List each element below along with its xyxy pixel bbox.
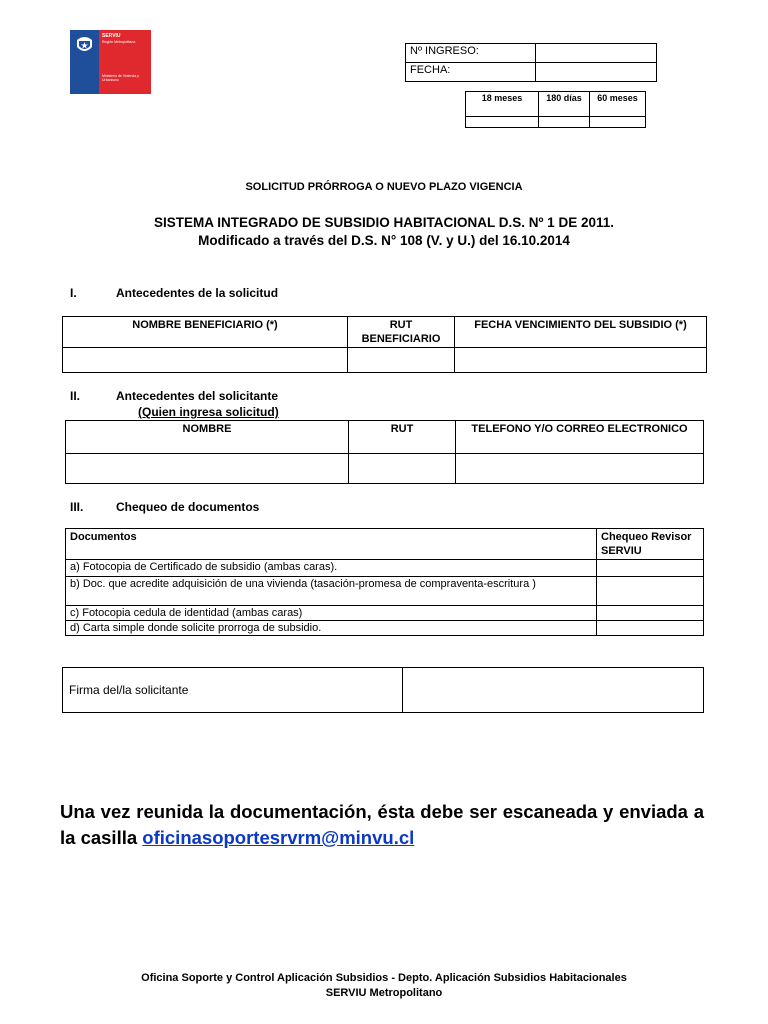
instruction-note [60, 799, 704, 851]
fecha-vencimiento-field[interactable] [455, 348, 707, 373]
serviu-logo [70, 30, 151, 94]
plazo-60-meses: 60 meses [590, 92, 646, 117]
footer-line1: Oficina Soporte y Control Aplicación Subsidios - Depto. Aplicación Subsidios Habitacionales [141, 972, 627, 984]
section3-title: Chequeo de documentos [116, 500, 260, 514]
fecha-label: FECHA: [406, 63, 536, 82]
chequeo-c[interactable] [597, 606, 704, 621]
nombre-beneficiario-field[interactable] [63, 348, 348, 373]
documento-row-a: a) Fotocopia de Certificado de subsidio (ambas caras). [66, 560, 597, 577]
col-documentos: Documentos [66, 529, 597, 560]
documentos-table [65, 528, 704, 636]
solicitud-title: SOLICITUD PRÓRROGA O NUEVO PLAZO VIGENCIA [245, 181, 523, 193]
rut-field[interactable] [349, 454, 456, 484]
ingreso-table [405, 43, 657, 82]
sistema-title: SISTEMA INTEGRADO DE SUBSIDIO HABITACIONAL D.S. Nº 1 DE 2011. [153, 215, 614, 230]
documento-row-d: d) Carta simple donde solicite prorroga de subsidio. [66, 621, 597, 636]
chequeo-d[interactable] [597, 621, 704, 636]
plazo-18-meses: 18 meses [466, 92, 539, 117]
firma-field[interactable] [403, 668, 704, 713]
section1-title: Antecedentes de la solicitud [116, 286, 279, 300]
documento-row-c: c) Fotocopia cedula de identidad (ambas caras) [66, 606, 597, 621]
logo-region: Región Metropolitana [102, 40, 136, 44]
plazo-180-dias: 180 días [539, 92, 590, 117]
footer-line2: SERVIU Metropolitano [325, 987, 443, 999]
section2-number: II. [70, 389, 81, 403]
modificado-title: Modificado a través del D.S. N° 108 (V. y U.) del 16.10.2014 [198, 233, 570, 248]
solicitante-table [65, 420, 704, 484]
ingreso-value[interactable] [536, 44, 657, 63]
logo-ministry: Ministerio de Vivienda y Urbanismo [102, 74, 139, 82]
note-text: Una vez reunida la documentación, ésta debe ser escaneada y enviada a la casilla [60, 801, 704, 848]
logo-brand: SERVIU [102, 33, 121, 39]
crest-icon [74, 34, 95, 56]
col-nombre: NOMBRE [66, 421, 349, 454]
firma-label: Firma del/la solicitante [63, 668, 403, 713]
col-fecha-vencimiento: FECHA VENCIMIENTO DEL SUBSIDIO (*) [455, 317, 707, 348]
chequeo-a[interactable] [597, 560, 704, 577]
rut-beneficiario-field[interactable] [348, 348, 455, 373]
ingreso-label: Nº INGRESO: [406, 44, 536, 63]
plazo-table [465, 91, 646, 128]
col-telefono-correo: TELEFONO Y/O CORREO ELECTRONICO [456, 421, 704, 454]
plazo-60-check[interactable] [590, 117, 646, 128]
section2-title: Antecedentes del solicitante [116, 389, 279, 403]
email-link[interactable]: oficinasoportesrvrm@minvu.cl [142, 827, 415, 848]
section2-subtitle: (Quien ingresa solicitud) [138, 405, 279, 419]
col-nombre-beneficiario: NOMBRE BENEFICIARIO (*) [63, 317, 348, 348]
documento-row-b: b) Doc. que acredite adquisición de una vivienda (tasación-promesa de compraventa-escritura ) [66, 577, 597, 606]
beneficiario-table [62, 316, 707, 373]
fecha-value[interactable] [536, 63, 657, 82]
firma-table [62, 667, 704, 713]
section3-number: III. [70, 500, 84, 514]
plazo-180-check[interactable] [539, 117, 590, 128]
col-rut-beneficiario: RUT BENEFICIARIO [348, 317, 455, 348]
section1-number: I. [70, 286, 77, 300]
col-rut: RUT [349, 421, 456, 454]
plazo-18-check[interactable] [466, 117, 539, 128]
footer [0, 971, 768, 1001]
nombre-field[interactable] [66, 454, 349, 484]
col-chequeo: Chequeo Revisor SERVIU [597, 529, 704, 560]
chequeo-b[interactable] [597, 577, 704, 606]
telefono-correo-field[interactable] [456, 454, 704, 484]
